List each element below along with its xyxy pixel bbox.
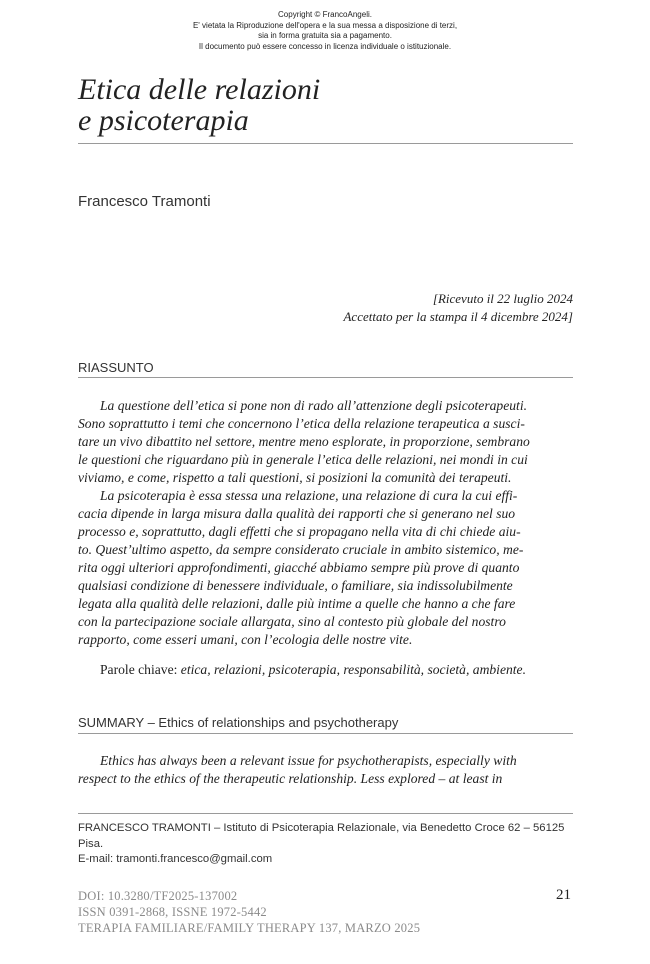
- abstract-line: La questione dell’etica si pone non di rado all’attenzione degli psicoterapeuti.: [100, 398, 528, 413]
- riassunto-rule: [78, 377, 573, 378]
- received-dates: [343, 290, 573, 326]
- summary-body: [78, 752, 573, 788]
- copyright-line: E' vietata la Riproduzione dell'opera e la sua messa a disposizione di terzi,: [192, 20, 458, 30]
- abstract-line: Sono soprattutto i temi che concernono l’etica della relazione terapeutica a susci-: [78, 416, 525, 431]
- received-line: [Ricevuto il 22 luglio 2024: [432, 291, 573, 306]
- summary-heading: SUMMARY – Ethics of relationships and psychotherapy: [78, 715, 399, 730]
- footnote-rule: [78, 813, 573, 814]
- abstract-line: con la partecipazione sociale allargata, sino al contesto più globale del nostro: [78, 614, 506, 629]
- abstract-line: rita oggi ulteriori approfondimenti, giacché abbiamo sempre più prove di quanto: [78, 560, 520, 575]
- affiliation-line: FRANCESCO TRAMONTI – Istituto di Psicoterapia Relazionale, via Benedetto Croce 62 – 56125: [78, 822, 565, 834]
- affiliation-line: Pisa.: [78, 837, 104, 850]
- summary-rule: [78, 733, 573, 734]
- abstract-line: La psicoterapia è essa stessa una relazione, una relazione di cura la cui effi-: [100, 488, 518, 503]
- copyright-line: Copyright © FrancoAngeli.: [278, 10, 372, 19]
- abstract-line: rapporto, come esseri umani, con l’ecologia delle nostre vite.: [78, 632, 413, 647]
- abstract-line: legata alla qualità delle relazioni, dalle più intime a quelle che hanno a che fare: [78, 596, 516, 611]
- abstract-line: viviamo, e come, rispetto a tali questioni, si posizioni la comunità dei terapeuti.: [78, 470, 512, 485]
- issn-line: ISSN 0391-2868, ISSNE 1972-5442: [78, 905, 267, 919]
- journal-line: TERAPIA FAMILIARE/FAMILY THERAPY 137, MARZO 2025: [78, 921, 421, 935]
- riassunto-heading: RIASSUNTO: [78, 360, 154, 375]
- author-name: Francesco Tramonti: [78, 193, 211, 210]
- publication-info: [78, 888, 420, 936]
- abstract-line: to. Quest’ultimo aspetto, da sempre considerato cruciale in ambito sistemico, me-: [78, 542, 524, 557]
- abstract-line: qualsiasi condizione di benessere individuale, o familiare, sia indissolubilmente: [78, 578, 513, 593]
- copyright-notice: [0, 10, 650, 52]
- abstract-line: Ethics has always been a relevant issue for psychotherapists, especially with: [100, 753, 517, 768]
- keywords: [100, 662, 526, 678]
- abstract-line: processo e, soprattutto, dagli effetti che si propagano nella vita di chi chiede aiu-: [78, 524, 521, 539]
- title-line: e psicoterapia: [78, 104, 249, 137]
- riassunto-body: [78, 397, 573, 649]
- keywords-label: Parole chiave:: [100, 662, 178, 677]
- abstract-line: le questioni che riguardano più in generale l’etica delle relazioni, nei mondi in cui: [78, 452, 528, 467]
- copyright-line: Il documento può essere concesso in licenza individuale o istituzionale.: [198, 41, 452, 51]
- page-number: 21: [556, 887, 571, 903]
- copyright-line: sia in forma gratuita sia a pagamento.: [258, 31, 392, 41]
- doi-line: DOI: 10.3280/TF2025-137002: [78, 889, 238, 903]
- title-line: Etica delle relazioni: [78, 73, 321, 106]
- abstract-line: respect to the ethics of the therapeutic relationship. Less explored – at least in: [78, 771, 503, 786]
- keywords-list: etica, relazioni, psicoterapia, responsabilità, società, ambiente.: [180, 662, 526, 677]
- accepted-line: Accettato per la stampa il 4 dicembre 2024]: [343, 309, 573, 324]
- author-affiliation-footnote: [78, 821, 573, 868]
- abstract-line: cacia dipende in larga misura dalla qualità dei rapporti che si generano nel suo: [78, 506, 516, 521]
- title-rule: [78, 143, 573, 144]
- article-title: [78, 74, 578, 136]
- abstract-line: tare un vivo dibattito nel settore, mentre meno esplorate, in proporzione, sembrano: [78, 434, 530, 449]
- email-line: E-mail: tramonti.francesco@gmail.com: [78, 853, 273, 865]
